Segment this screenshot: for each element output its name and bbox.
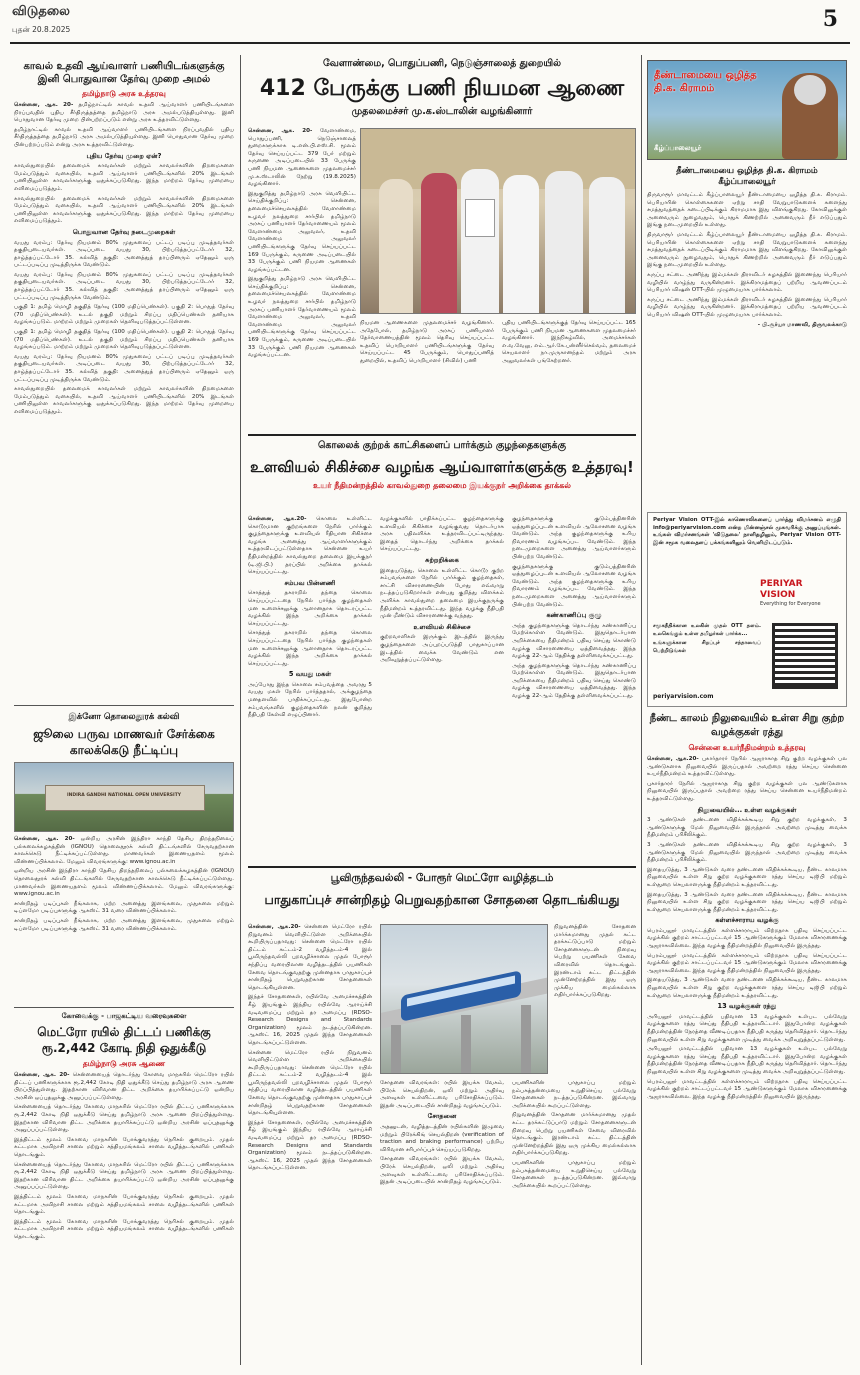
section-heading: சோதனை: [427, 1112, 457, 1121]
paragraph: சென்னை மெட்ரோ ரயில் நிறுவனம் வெளியிட்டுள்ள அறிக்கையில் கூறியிருப்பதாவது: சென்னை மெட்ரோ ரயில் திட்டம் கட்டம்-2 வழித்தடம்-4 இல் பூவிருந்தவல்லி புறவழிச்சாலை முதல் போரூர் சந்திப்பு வரையிலான வழித்தடத்தில் பயணிகள் சேவை தொடங்குவதற்கு முன்னதாக பாதுகாப்புச் சான்றிதழ் பெறுவதற்கான சோதனைகள் தொடங்கியுள்ளன.: [248, 924, 373, 991]
masthead: [0, 0, 860, 48]
ad-text: சமூகநீதிக்கான உலகின் முதல் OTT தளம். உலகெங்கும் உள்ள தமிழர்கள் பார்க்க...: [653, 623, 761, 637]
paragraph: புதிய பணியிடங்களுக்குத் தேர்வு செய்யப்பட்ட 165 பேருக்கும் பணி நியமன ஆணைகளை முதலமைச்சர் வழங்கினார். இந்நிகழ்வில், அமைச்சர்கள் எ.வ.வேலு, எம்.ஆர்.கே.பன்னீர்செல்வம், தலைமைச் செயலாளர் நா.முருகானந்தம் மற்றும் அரசு அலுவலர்கள் பங்கேற்றனர்.: [502, 320, 636, 364]
issue-date: புதன் 20.8.2025: [12, 25, 71, 34]
paragraph: இந்தச் சோதனைகள், ரயில்வே அமைச்சகத்தின் கீழ் இயங்கும் இந்திய ரயில்வே ஆராய்ச்சி வடிவமைப்பு மற்றும் தர அமைப்பு (RDSO- Research Designs and Standards Organization) மூலம் நடத்தப்படுகின்றன. ஆகஸ்ட் 16, 2025 முதல் இந்த சோதனைகள் தொடங்கப்பட்டுள்ளன.: [248, 1119, 372, 1172]
paragraph: புகார்தாரர் நேரில் ஆஜராகாத சிறு குற்ற வழக்குகள் பல ஆண்டுகளாக நிலுவையில் இருப்பதால் அவற்றை ரத்து செய்ய சென்னை உயர்நீதிமன்றம் உத்தரவிட்டுள்ளது.: [647, 756, 847, 778]
paragraph: தமிழ்நாட்டில் காவல் உதவி ஆய்வாளர் பணியிடங்களை நிரப்புவதில் புதிய சீர்திருத்தத்தை தமிழ்நாடு அரசு அமல்படுத்தியுள்ளது. இனி பொதுவான தேர்வு முறை பின்பற்றப்படும் என்று அரசு உத்தரவிட்டுள்ளது.: [14, 126, 234, 148]
paragraph: காவல்துறையில் தலைமைக் காவலர்கள் மற்றும் காவலர்களின் திறமைகளை மேம்படுத்தும் வகையில், உதவி ஆய்வாளர் பணியிடங்களில் 20% இடங்கள் பணியிலுள்ள காவலர்களுக்கு ஒதுக்கப்படுகிறது. இந்த மாற்றம் தேர்வு முறையை எளிமைப்படுத்தும்.: [14, 195, 234, 225]
dateline: சென்னை, ஆக. 20-: [14, 1072, 70, 1078]
section-heading: 13 வழக்குகள் ரத்து: [717, 1002, 777, 1011]
paragraph: பெரம்பலூர் மாவட்டத்தில் கள்ளச்சாராயம் விற்றதாக பதிவு செய்யப்பட்ட வழக்கில் குற்றம் சாட்டப்பட்டவர் 15 ஆண்டுகளுக்கும் மேலாக விசாரணைக்கு ஆஜராகவில்லை. இந்த வழக்கு நீதிமன்றத்தில் நிலுவையில் இருந்தது.: [647, 1078, 847, 1100]
subhead: உயர் நீதிமன்றத்தில் காவல்துறை தலைமை இயக்குநர் அறிக்கை தாக்கல்: [313, 481, 571, 490]
paragraph: பகுதி 1: தமிழ் மொழி தகுதித் தேர்வு (100 மதிப்பெண்கள்). பகுதி 2: பொதுத் தேர்வு (70 மதிப்பெண்கள்). உடல் தகுதி மற்றும் சிறப்பு மதிப்பெண்கள் தனியாக வழங்கப்படும். மாற்றம் மற்றும் முறைகள் தெளிவுபடுத்தப்பட்டுள்ளன.: [14, 329, 234, 351]
dateline: சென்னை, ஆக. 20-: [14, 102, 74, 108]
paragraph: 3 ஆண்டுகள் தண்டனை விதிக்கக்கூடிய சிறு குற்ற வழக்குகள், 3 ஆண்டுகளுக்கு மேல் நிலுவையில் இருந்தால் அவற்றை முடித்து வைக்க நீதிமன்றம் பரிசீலிக்கும்.: [647, 841, 847, 864]
ceremony-photo: [360, 128, 636, 314]
paragraph: நிறுவனத்தின் சோதனை மார்க்கமானது முதல் கட்ட தரக்கட்டுப்பாடு மற்றும் சோதனைகளுடன் நிறைவு பெற்று பயணிகள் சேவை விரைவில் தொடங்கும். இரண்டாம் கட்ட திட்டத்தின் முன்னேற்றத்தில் இது ஒரு முக்கிய மைல்கல்லாக எதிர்பார்க்கப்படுகிறது.: [554, 924, 636, 999]
kicker: பூவிருந்தவல்லி - போரூர் மெட்ரோ வழித்தடம்: [330, 872, 554, 884]
brand-logo: [760, 579, 840, 619]
kicker: இக்னோ தொலைதூரக் கல்வி: [68, 712, 180, 722]
paragraph: அதனுடன், வழித்தடத்தின் ரயில்களின் இழுவை மற்றும் பிரேக்கிங் செயல்திறன் (verification of traction and braking performance) பற்றிய விரிவான சரிபார்ப்புச் செய்யப்படுகிறது.: [380, 1123, 504, 1153]
subhead: தமிழ்நாடு அரசு ஆணை: [82, 1059, 166, 1068]
banner-title: தீண்டாமையை ஒழித்த தி.க. கிராமம்: [654, 70, 757, 94]
paragraph: காவல்துறையில் தலைமைக் காவலர்கள் மற்றும் காவலர்களின் திறமைகளை மேம்படுத்தும் வகையில், உதவி ஆய்வாளர் பணியிடங்களில் 20% இடங்கள் பணியிலுள்ள காவலர்களுக்கு ஒதுக்கப்படுகிறது. இந்த மாற்றம் தேர்வு முறையை எளிமைப்படுத்தும்.: [14, 163, 234, 192]
dateline: சென்னை, ஆக.20-: [248, 924, 301, 930]
headline: நீண்ட காலம் நிலுவையில் உள்ள சிறு குற்ற வழக்குகள் ரத்து: [649, 713, 845, 738]
paragraph: வழக்குகளில் பாதிக்கப்பட்ட குழந்தைகளுக்கு உளவியல் சிகிச்சை வழங்குவது தொடர்பாக அரசு பதிலளிக்க உத்தரவிடப்பட்டிருந்தது. இதைத் தொடர்ந்து அறிக்கை தாக்கல் செய்யப்பட்டது.: [380, 516, 504, 553]
paragraph: இத்திட்டம் மூலம் கோவை மாநகரின் போக்குவரத்து நெரிசல் குறையும். முதல் கட்டமாக அவிநாசி சாலை மற்றும் சத்தியமங்கலம் சாலை வழித்தடங்களில் பணிகள் தொடங்கும்.: [14, 1193, 234, 1216]
headline: உளவியல் சிகிச்சை வழங்க ஆய்வாளர்களுக்கு உத்தரவு!: [250, 458, 634, 476]
paragraph: சென்னையைத் தொடர்ந்து கோவை மாநகரில் மெட்ரோ ரயில் திட்டப் பணிகளுக்காக ரூ.2,442 கோடி நிதி ஒதுக்கீடு செய்து தமிழ்நாடு அரசு ஆணை பிறப்பித்துள்ளது. இதற்கான விரிவான திட்ட அறிக்கை தயாரிக்கப்பட்டு ஒன்றிய அரசின் ஒப்புதலுக்கு அனுப்பப்பட்டுள்ளது.: [14, 1161, 234, 1191]
paragraph: அந்த குழந்தைகளுக்கு தொடர்ந்து கண்காணிப்பு மேற்கொள்ள வேண்டும். இதுதொடர்பான அறிக்கையை நீதிமன்றம் பதிவு செய்து கொண்டு வழக்கு விசாரணையை ஒத்திவைத்தது. இந்த வழக்கு 22-ஆம் தேதிக்கு தள்ளிவைக்கப்பட்டது.: [512, 622, 636, 660]
paragraph: இத்திட்டம் மூலம் கோவை மாநகரின் போக்குவரத்து நெரிசல் குறையும். முதல் கட்டமாக அவிநாசி சாலை மற்றும் சத்தியமங்கலம் சாலை வழித்தடங்களில் பணிகள் தொடங்கும்.: [14, 1218, 234, 1240]
section-heading: 5 வயது மகள்: [288, 670, 332, 679]
kicker: கோவைக்கு - பாஜகட்டிய வரைவுகளை: [61, 1012, 187, 1020]
paragraph: நியமன ஆணைகளை முதலமைச்சர் வழங்கினார். அதேபோல், தமிழ்நாடு அரசுப் பணியாளர் தேர்வாணையத்தின் மூலம் தெரிவு செய்யப்பட்ட உதவிப் பொறியாளர் பணியிடங்களுக்கு தேர்வு செய்யப்பட்ட 45 பேருக்கும், பொதுப்பணித் துறையில், உதவிப் பொறியாளர் (சிவில்) பணி: [360, 320, 494, 364]
paragraph: அரியலூர் மாவட்டத்தில் பதிவான 13 வழக்குகள் உள்பட பல்வேறு வழக்குகளை ரத்து செய்து நீதிபதி உத்தரவிட்டார். இதுபோன்ற வழக்குகள் நீதிமன்றத்தின் நேரத்தை வீணடிப்பதாக நீதிபதி கருத்து தெரிவித்தார். தொடர்ந்து நிலுவையில் உள்ள சிறு வழக்குகளை முடித்து வைக்க அறிவுறுத்தப்பட்டுள்ளது.: [647, 1013, 847, 1043]
paragraph: இதையடுத்து, 3 ஆண்டுகள் வரை தண்டனை விதிக்கக்கூடிய, நீண்ட காலமாக நிலுவையில் உள்ள சிறு குற்ற வழக்குகளை ரத்து செய்ய டிஜிபி மற்றும் உள்துறை செயலாளருக்கு நீதிமன்றம் உத்தரவிட்டது.: [647, 977, 847, 999]
story-child-counselling: [248, 440, 636, 860]
paragraph: சென்னை மெட்ரோ ரயில் நிறுவனம் வெளியிட்டுள்ள அறிக்கையில் கூறியிருப்பதாவது: சென்னை மெட்ரோ ரயில் திட்டம் கட்டம்-2 வழித்தடம்-4 இல் பூவிருந்தவல்லி புறவழிச்சாலை முதல் போரூர் சந்திப்பு வரையிலான வழித்தடத்தில் பயணிகள் சேவை தொடங்குவதற்கு முன்னதாக பாதுகாப்புச் சான்றிதழ் பெறுவதற்கான சோதனைகள் தொடங்கியுள்ளன.: [248, 1049, 372, 1117]
story-petty-cases: [647, 712, 847, 1367]
story-metro-trial: [248, 872, 636, 1367]
paragraph: சென்னையைத் தொடர்ந்து கோவை மாநகரில் மெட்ரோ ரயில் திட்டப் பணிகளுக்காக ரூ.2,442 கோடி நிதி ஒதுக்கீடு செய்து தமிழ்நாடு அரசு ஆணை பிறப்பித்துள்ளது. இதற்கான விரிவான திட்ட அறிக்கை தயாரிக்கப்பட்டு ஒன்றிய அரசின் ஒப்புதலுக்கு அனுப்பப்பட்டுள்ளது.: [14, 1104, 234, 1134]
lead-story: [248, 58, 636, 428]
qr-code-icon[interactable]: [772, 623, 838, 689]
headline: தீண்டாமையை ஒழித்த தி.க. கிராமம் கீழ்ப்பாலையூர்: [676, 166, 818, 187]
section-heading: கண்காணிப்பு குழு: [546, 611, 602, 620]
paragraph: இதையடுத்து, 3 ஆண்டுகள் வரை தண்டனை விதிக்கக்கூடிய, நீண்ட காலமாக நிலுவையில் உள்ள சிறு குற்ற வழக்குகளை ரத்து செய்ய டிஜிபி மற்றும் உள்துறை செயலாளருக்கு நீதிமன்றம் உத்தரவிட்டது.: [647, 866, 847, 888]
paragraph: குழந்தைகளுக்கு குடும்பத்தினரின் ஒத்துழைப்புடன் உளவியல் ஆலோசனை வழங்க வேண்டும். அந்த குழந்தைகளுக்கு உரிய நிவாரணம் வழங்கப்பட வேண்டும். இந்த நடைமுறைகளை அனைத்து ஆய்வாளர்களும் பின்பற்ற வேண்டும்.: [512, 516, 636, 560]
paragraph: சோதனை விவரங்கள்: ரயில் இயக்க வேகம், பிரேக் செயல்திறன், ஒலி மற்றும் அதிர்வு அளவுகள் உள்ளிட்டவை பரிசோதிக்கப்படும். இதன் அடிப்படையில் சான்றிதழ் வழங்கப்படும்.: [380, 1156, 504, 1186]
section-heading: சம்பவ பின்னணி: [284, 578, 336, 587]
paragraph: சொத்துத் தகராறில் தந்தை கொலை செய்யப்பட்டதை நேரில் பார்த்த குழந்தைகள் மன உளைச்சலுக்கு ஆளானதாக தொடரப்பட்ட வழக்கில் இந்த அறிக்கை தாக்கல் செய்யப்பட்டது.: [248, 630, 372, 667]
paragraph: ஒன்றிய அரசின் இந்திரா காந்தி தேசிய திறந்தநிலைப் பல்கலைக்கழகத்தின் (IGNOU) தொலைதூரக் கல்வி திட்டங்களில் சேருவதற்கான காலக்கெடு நீட்டிக்கப்பட்டுள்ளது. மாணவர்கள் இணையதளம் மூலம் விண்ணப்பிக்கலாம். மேலும் விவரங்களுக்கு: www.ignou.ac.in: [14, 868, 234, 898]
paragraph: 3 ஆண்டுகள் தண்டனை விதிக்கக்கூடிய சிறு குற்ற வழக்குகள், 3 ஆண்டுகளுக்கு மேல் நிலுவையில் இருந்தால் அவற்றை முடித்து வைக்க நீதிமன்றம் பரிசீலிக்கும்.: [647, 817, 847, 839]
paragraph: குற்றவாளிகள் இருக்கும் இடத்தில் இருந்து குழந்தைகளை அப்புறப்படுத்தி பாதுகாப்பான இடத்தில் வைக்க வேண்டும் என அறிவுறுத்தப்பட்டுள்ளது.: [380, 634, 504, 664]
story-kovai-metro: [14, 1012, 234, 1367]
paragraph: தமிழ்நாட்டில் காவல் உதவி ஆய்வாளர் பணியிடங்களை நிரப்புவதில் புதிய சீர்திருத்தத்தை தமிழ்நாடு அரசு அமல்படுத்தியுள்ளது. இனி பொதுவான தேர்வு முறை பின்பற்றப்படும் என்று அரசு உத்தரவிட்டுள்ளது.: [14, 102, 234, 124]
paragraph: சான்றிதழ் படிப்புகள் நீங்கலாக, மற்ற அனைத்து இளங்கலை, முதுகலை மற்றும் டிப்ளமோ படிப்புகளுக்கு ஆகஸ்ட் 31 வரை விண்ணப்பிக்கலாம்.: [14, 900, 234, 915]
paragraph: பெரம்பலூர் மாவட்டத்தில் கள்ளச்சாராயம் விற்றதாக பதிவு செய்யப்பட்ட வழக்கில் குற்றம் சாட்டப்பட்டவர் 15 ஆண்டுகளுக்கும் மேலாக விசாரணைக்கு ஆஜராகவில்லை. இந்த வழக்கு நீதிமன்றத்தில் நிலுவையில் இருந்தது.: [647, 952, 847, 974]
paragraph: சென்னையைத் தொடர்ந்து கோவை மாநகரில் மெட்ரோ ரயில் திட்டப் பணிகளுக்காக ரூ.2,442 கோடி நிதி ஒதுக்கீடு செய்து தமிழ்நாடு அரசு ஆணை பிறப்பித்துள்ளது. இதற்கான விரிவான திட்ட அறிக்கை தயாரிக்கப்பட்டு ஒன்றிய அரசின் ஒப்புதலுக்கு அனுப்பப்பட்டுள்ளது.: [14, 1072, 234, 1101]
section-heading: புதிய தேர்வு முறை ஏன்?: [86, 151, 162, 160]
photo-caption: INDIRA GANDHI NATIONAL OPEN UNIVERSITY: [66, 793, 182, 798]
ad-url[interactable]: periyarvision.com: [653, 693, 714, 700]
headline: 412 பேருக்கு பணி நியமன ஆணை: [259, 76, 625, 101]
paragraph: இதையடுத்து, கொலை உள்ளிட்ட கொடூர குற்ற சம்பவங்களை நேரில் பார்க்கும் குழந்தைகள், சாட்சி விசாரணையின் போது எவ்வாறு நடத்தப்படுகிறார்கள் என்பது குறித்து விளக்கம் அளிக்க காவல்துறை தலைமை இயக்குநருக்கு நீதிமன்றம் உத்தரவிட்டது. இந்த வழக்கு நீதிபதி முன் மீண்டும் விசாரணைக்கு வந்தது.: [380, 567, 504, 620]
story-ignou: [14, 712, 234, 1002]
paragraph: வேளாண்மை, பொதுப்பணி, நெடுஞ்சாலைத் துறைகளுக்காக டி.என்.பி.எஸ்.சி. மூலம் தேர்வு செய்யப்பட்ட 379 பேர் மற்றும் கருணை அடிப்படையில் 33 பேருக்கு பணி நியமன ஆணைகளை முதலமைச்சர் மு.க.ஸ்டாலின் நேற்று (19.8.2025) வழங்கினார்.: [248, 128, 356, 188]
paragraph: அப்போது இந்த கொலை சம்பவத்தை அவரது 5 வயது மகள் நேரில் பார்த்ததால், அக்குழந்தை மனதளவில் பாதிக்கப்பட்டது. இதுபோன்ற சம்பவங்களில் குழந்தைகளின் நலன் குறித்து நீதிபதி கேள்வி எழுப்பினார்.: [248, 681, 372, 719]
paragraph: இந்தச் சோதனைகள், ரயில்வே அமைச்சகத்தின் கீழ் இயங்கும் இந்திய ரயில்வே ஆராய்ச்சி வடிவமைப்பு மற்றும் தர அமைப்பு (RDSO- Research Designs and Standards Organization) மூலம் நடத்தப்படுகின்றன. ஆகஸ்ட் 16, 2025 முதல் இந்த சோதனைகள் தொடங்கப்பட்டுள்ளன.: [248, 994, 372, 1046]
headline: ஜூலை பருவ மாணவர் சேர்க்கை காலக்கெடு நீட்டிப்பு: [33, 727, 215, 757]
brand-tagline: Everything for Everyone: [760, 601, 821, 607]
paragraph: நிறுவனத்தின் சோதனை மார்க்கமானது முதல் கட்ட தரக்கட்டுப்பாடு மற்றும் சோதனைகளுடன் நிறைவு பெற்று பயணிகள் சேவை விரைவில் தொடங்கும். இரண்டாம் கட்ட திட்டத்தின் முன்னேற்றத்தில் இது ஒரு முக்கிய மைல்கல்லாக எதிர்பார்க்கப்படுகிறது.: [512, 1112, 636, 1157]
story-si-exam: [14, 60, 234, 700]
paragraph: வயது வரம்பு: தேர்வு நியமனம் 80% முதுகலைப் பட்டப் படிப்பு முடித்தவர்கள் தகுதியுடையவர்கள். அடிப்படை வயது 30, பிற்படுத்தப்பட்டோர் 32, தாழ்த்தப்பட்டோர் 35. கல்வித் தகுதி: அனைத்துத் தரப்பினரும் ஏதேனும் ஒரு பட்டப்படிப்பு முடித்திருக்க வேண்டும்.: [14, 353, 234, 383]
paragraph: கருப்பு சட்டை அணிந்து இம்மக்கள் திராவிடர் கழகத்தில் இணைந்து பெரியார் வழியில் வாழ்ந்து வருகின்றனர். இக்கிராமத்தைப் பற்றிய ஆவணப்படம் பெரியார் விஷன் OTT-யில் முழுமையாக பார்க்கலாம்.: [647, 296, 847, 318]
subhead: சென்னை உயர்நீதிமன்றம் உத்தரவு: [688, 743, 806, 752]
paragraph: திருவாரூர் மாவட்டம் கீழ்ப்பாலையூர் தீண்டாமையை ஒழித்த தி.க. கிராமம். பெரியாரின் கொள்கைகளை ஏற்று சாதி வேறுபாடுகளைக் களைந்து சமத்துவத்தைக் கடைப்பிடிக்கும் கிராமமாக இது விளங்குகிறது. கோவிலுக்குள் அனைவரும் நுழைவதும், பொதுக் கிணற்றில் அனைவரும் நீர் எடுப்பதும் இங்கு நடைமுறையில் உள்ளது.: [647, 192, 847, 229]
paragraph: இதுகுறித்து தமிழ்நாடு அரசு வெளியிட்ட செய்திக்குறிப்பு: சென்னை, தலைமைச்செயலகத்தில் வேளாண்மை உழவர் நலத்துறை சார்பில் தமிழ்நாடு அரசுப் பணியாளர் தேர்வாணையம் மூலம் வேளாண்மை அலுவலர், உதவி வேளாண்மை அலுவலர் பணியிடங்களுக்கு தேர்வு செய்யப்பட்ட 169 பேருக்கும், கருணை அடிப்படையில் 33 பேருக்கும் பணி நியமன ஆணைகள் வழங்கப்பட்டன.: [248, 190, 356, 273]
section-heading: உளவியல் சிகிச்சை: [413, 622, 471, 631]
banner-sub: கீழ்ப்பாலையூர்: [654, 144, 702, 152]
paragraph: கொலை உள்ளிட்ட கொடூரமான குற்றங்களை நேரில் பார்க்கும் குழந்தைகளுக்கு உளவியல் ரீதியான சிகிச்சை வழங்க அனைத்து ஆய்வாளர்களுக்கும் உத்தரவிடப்பட்டுள்ளதாக சென்னை உயர் நீதிமன்றத்தில் காவல்துறை தலைமை இயக்குநர் (டி.ஜி.பி.) தரப்பில் அறிக்கை தாக்கல் செய்யப்பட்டது.: [248, 516, 373, 576]
ad-text: உங்களுக்கான சிறப்புச் சந்தாவைப் பெற்றிடுங்கள்: [653, 640, 761, 654]
paragraph: குழந்தைகளுக்கு குடும்பத்தினரின் ஒத்துழைப்புடன் உளவியல் ஆலோசனை வழங்க வேண்டும். அந்த குழந்தைகளுக்கு உரிய நிவாரணம் வழங்கப்பட வேண்டும். இந்த நடைமுறைகளை அனைத்து ஆய்வாளர்களும் பின்பற்ற வேண்டும்.: [512, 563, 636, 608]
paragraph: கருப்பு சட்டை அணிந்து இம்மக்கள் திராவிடர் கழகத்தில் இணைந்து பெரியார் வழியில் வாழ்ந்து வருகின்றனர். இக்கிராமத்தைப் பற்றிய ஆவணப்படம் பெரியார் விஷன் OTT-யில் முழுமையாக பார்க்கலாம்.: [647, 271, 847, 294]
village-ad-banner: [647, 60, 847, 160]
campus-photo: [14, 762, 234, 832]
paragraph: ஒன்றிய அரசின் இந்திரா காந்தி தேசிய திறந்தநிலைப் பல்கலைக்கழகத்தின் (IGNOU) தொலைதூரக் கல்வி திட்டங்களில் சேருவதற்கான காலக்கெடு நீட்டிக்கப்பட்டுள்ளது. மாணவர்கள் இணையதளம் மூலம் விண்ணப்பிக்கலாம். மேலும் விவரங்களுக்கு: www.ignou.ac.in: [14, 836, 234, 865]
subhead: தமிழ்நாடு அரசு உத்தரவு: [82, 89, 166, 98]
kicker: கொலைக் குற்றக் காட்சிகளைப் பார்க்கும் குழந்தைகளுக்கு: [318, 440, 566, 451]
dateline: சென்னை, ஆக. 20-: [14, 836, 75, 842]
dateline: சென்னை, ஆக.20-: [248, 516, 307, 522]
page-number: 5: [822, 6, 838, 32]
dateline: சென்னை, ஆக. 20-: [248, 128, 313, 134]
headline: மெட்ரோ ரயில் திட்டப் பணிக்கு ரூ.2,442 கோடி நிதி ஒதுக்கீடு: [37, 1025, 211, 1055]
headline: பாதுகாப்புச் சான்றிதழ் பெறுவதற்கான சோதனை தொடங்கியது: [264, 892, 620, 907]
paragraph: சான்றிதழ் படிப்புகள் நீங்கலாக, மற்ற அனைத்து இளங்கலை, முதுகலை மற்றும் டிப்ளமோ படிப்புகளுக்கு ஆகஸ்ட் 31 வரை விண்ணப்பிக்கலாம்.: [14, 917, 234, 932]
paragraph: காவல்துறையில் தலைமைக் காவலர்கள் மற்றும் காவலர்களின் திறமைகளை மேம்படுத்தும் வகையில், உதவி ஆய்வாளர் பணியிடங்களில் 20% இடங்கள் பணியிலுள்ள காவலர்களுக்கு ஒதுக்கப்படுகிறது. இந்த மாற்றம் தேர்வு முறையை எளிமைப்படுத்தும்.: [14, 386, 234, 415]
section-heading: நிலுவையில்... உள்ள வழக்குகள்: [697, 805, 797, 814]
paragraph: இதுகுறித்து தமிழ்நாடு அரசு வெளியிட்ட செய்திக்குறிப்பு: சென்னை, தலைமைச்செயலகத்தில் வேளாண்மை உழவர் நலத்துறை சார்பில் தமிழ்நாடு அரசுப் பணியாளர் தேர்வாணையம் மூலம் வேளாண்மை அலுவலர், உதவி வேளாண்மை அலுவலர் பணியிடங்களுக்கு தேர்வு செய்யப்பட்ட 169 பேருக்கும், கருணை அடிப்படையில் 33 பேருக்கும் பணி நியமன ஆணைகள் வழங்கப்பட்டன.: [248, 276, 356, 359]
paragraph: இத்திட்டம் மூலம் கோவை மாநகரின் போக்குவரத்து நெரிசல் குறையும். முதல் கட்டமாக அவிநாசி சாலை மற்றும் சத்தியமங்கலம் சாலை வழித்தடங்களில் பணிகள் தொடங்கும்.: [14, 1136, 234, 1158]
periyar-vision-ad: [647, 512, 847, 707]
ad-text: Periyar Vision OTT-இல் காணொலிகளைப் பார்த்து விமர்சனம் எழுதி info@periyarvision.com என்ற மின்னஞ்சல் முகவரிக்கு அனுப்புங்கள். உங்கள் விமர்சனங்கள் 'விடுதலை' நாளிதழிலும், Periyar Vision OTT-இன் சமூக வலைதளப் பக்கங்களிலும் வெளியிடப்படும்.: [653, 517, 841, 546]
paragraph: புகார்தாரர் நேரில் ஆஜராகாத சிறு குற்ற வழக்குகள் பல ஆண்டுகளாக நிலுவையில் இருப்பதால் அவற்றை ரத்து செய்ய சென்னை உயர்நீதிமன்றம் உத்தரவிட்டுள்ளது.: [647, 780, 847, 802]
paragraph: வயது வரம்பு: தேர்வு நியமனம் 80% முதுகலைப் பட்டப் படிப்பு முடித்தவர்கள் தகுதியுடையவர்கள். அடிப்படை வயது 30, பிற்படுத்தப்பட்டோர் 32, தாழ்த்தப்பட்டோர் 35. கல்வித் தகுதி: அனைத்துத் தரப்பினரும் ஏதேனும் ஒரு பட்டப்படிப்பு முடித்திருக்க வேண்டும்.: [14, 239, 234, 269]
paragraph: சோதனை விவரங்கள்: ரயில் இயக்க வேகம், பிரேக் செயல்திறன், ஒலி மற்றும் அதிர்வு அளவுகள் உள்ளிட்டவை பரிசோதிக்கப்படும். இதன் அடிப்படையில் சான்றிதழ் வழங்கப்படும்.: [380, 1080, 504, 1109]
paragraph: பயணிகளின் பாதுகாப்பு மற்றும் நம்பகத்தன்மையை உறுதிசெய்ய பல்வேறு சோதனைகள் நடத்தப்படுகின்றன. இவ்வாறு அறிக்கையில் கூறப்பட்டுள்ளது.: [512, 1159, 636, 1189]
metro-train-photo: [380, 924, 548, 1074]
paragraph: சொத்துத் தகராறில் தந்தை கொலை செய்யப்பட்டதை நேரில் பார்த்த குழந்தைகள் மன உளைச்சலுக்கு ஆளானதாக தொடரப்பட்ட வழக்கில் இந்த அறிக்கை தாக்கல் செய்யப்பட்டது.: [248, 590, 372, 627]
paragraph: இதையடுத்து, 3 ஆண்டுகள் வரை தண்டனை விதிக்கக்கூடிய, நீண்ட காலமாக நிலுவையில் உள்ள சிறு குற்ற வழக்குகளை ரத்து செய்ய டிஜிபி மற்றும் உள்துறை செயலாளருக்கு நீதிமன்றம் உத்தரவிட்டது.: [647, 891, 847, 913]
paragraph: பகுதி 1: தமிழ் மொழி தகுதித் தேர்வு (100 மதிப்பெண்கள்). பகுதி 2: பொதுத் தேர்வு (70 மதிப்பெண்கள்). உடல் தகுதி மற்றும் சிறப்பு மதிப்பெண்கள் தனியாக வழங்கப்படும். மாற்றம் மற்றும் முறைகள் தெளிவுபடுத்தப்பட்டுள்ளன.: [14, 304, 234, 326]
story-village: [647, 166, 847, 511]
paragraph: அந்த குழந்தைகளுக்கு தொடர்ந்து கண்காணிப்பு மேற்கொள்ள வேண்டும். இதுதொடர்பான அறிக்கையை நீதிமன்றம் பதிவு செய்து கொண்டு வழக்கு விசாரணையை ஒத்திவைத்தது. இந்த வழக்கு 22-ஆம் தேதிக்கு தள்ளிவைக்கப்பட்டது.: [512, 662, 636, 700]
byline: - பி.சூர்யா மாணவி, திருவலக்காடு: [757, 321, 847, 328]
section-heading: சுற்றறிக்கை: [425, 555, 459, 564]
kicker: வேளாண்மை, பொதுப்பணி, நெடுஞ்சாலைத் துறையில்: [323, 58, 561, 69]
dateline: சென்னை, ஆக.20-: [647, 756, 699, 762]
paragraph: வயது வரம்பு: தேர்வு நியமனம் 80% முதுகலைப் பட்டப் படிப்பு முடித்தவர்கள் தகுதியுடையவர்கள். அடிப்படை வயது 30, பிற்படுத்தப்பட்டோர் 32, தாழ்த்தப்பட்டோர் 35. கல்வித் தகுதி: அனைத்துத் தரப்பினரும் ஏதேனும் ஒரு பட்டப்படிப்பு முடித்திருக்க வேண்டும்.: [14, 271, 234, 301]
subhead: முதலமைச்சர் மு.க.ஸ்டாலின் வழங்கினார்: [351, 106, 533, 117]
paragraph: திருவாரூர் மாவட்டம் கீழ்ப்பாலையூர் தீண்டாமையை ஒழித்த தி.க. கிராமம். பெரியாரின் கொள்கைகளை ஏற்று சாதி வேறுபாடுகளைக் களைந்து சமத்துவத்தைக் கடைப்பிடிக்கும் கிராமமாக இது விளங்குகிறது. கோவிலுக்குள் அனைவரும் நுழைவதும், பொதுக் கிணற்றில் அனைவரும் நீர் எடுப்பதும் இங்கு நடைமுறையில் உள்ளது.: [647, 231, 847, 269]
headline: காவல் உதவி ஆய்வாளர் பணியிடங்களுக்கு இனி பொதுவான தேர்வு முறை அமல்: [23, 61, 225, 85]
section-heading: பொதுவான தேர்வு நடைமுறைகள்: [72, 227, 176, 236]
paragraph: அரியலூர் மாவட்டத்தில் பதிவான 13 வழக்குகள் உள்பட பல்வேறு வழக்குகளை ரத்து செய்து நீதிபதி உத்தரவிட்டார். இதுபோன்ற வழக்குகள் நீதிமன்றத்தின் நேரத்தை வீணடிப்பதாக நீதிபதி கருத்து தெரிவித்தார். தொடர்ந்து நிலுவையில் உள்ள சிறு வழக்குகளை முடித்து வைக்க அறிவுறுத்தப்பட்டுள்ளது.: [647, 1046, 847, 1075]
paragraph: பெரம்பலூர் மாவட்டத்தில் கள்ளச்சாராயம் விற்றதாக பதிவு செய்யப்பட்ட வழக்கில் குற்றம் சாட்டப்பட்டவர் 15 ஆண்டுகளுக்கும் மேலாக விசாரணைக்கு ஆஜராகவில்லை. இந்த வழக்கு நீதிமன்றத்தில் நிலுவையில் இருந்தது.: [647, 927, 847, 950]
paragraph: பயணிகளின் பாதுகாப்பு மற்றும் நம்பகத்தன்மையை உறுதிசெய்ய பல்வேறு சோதனைகள் நடத்தப்படுகின்றன. இவ்வாறு அறிக்கையில் கூறப்பட்டுள்ளது.: [512, 1080, 636, 1109]
section-heading: கள்ளச்சாராய வழக்கு: [715, 916, 779, 925]
brand-name: PERIYAR VISION: [760, 579, 803, 600]
paper-name: விடுதலை: [12, 4, 70, 19]
